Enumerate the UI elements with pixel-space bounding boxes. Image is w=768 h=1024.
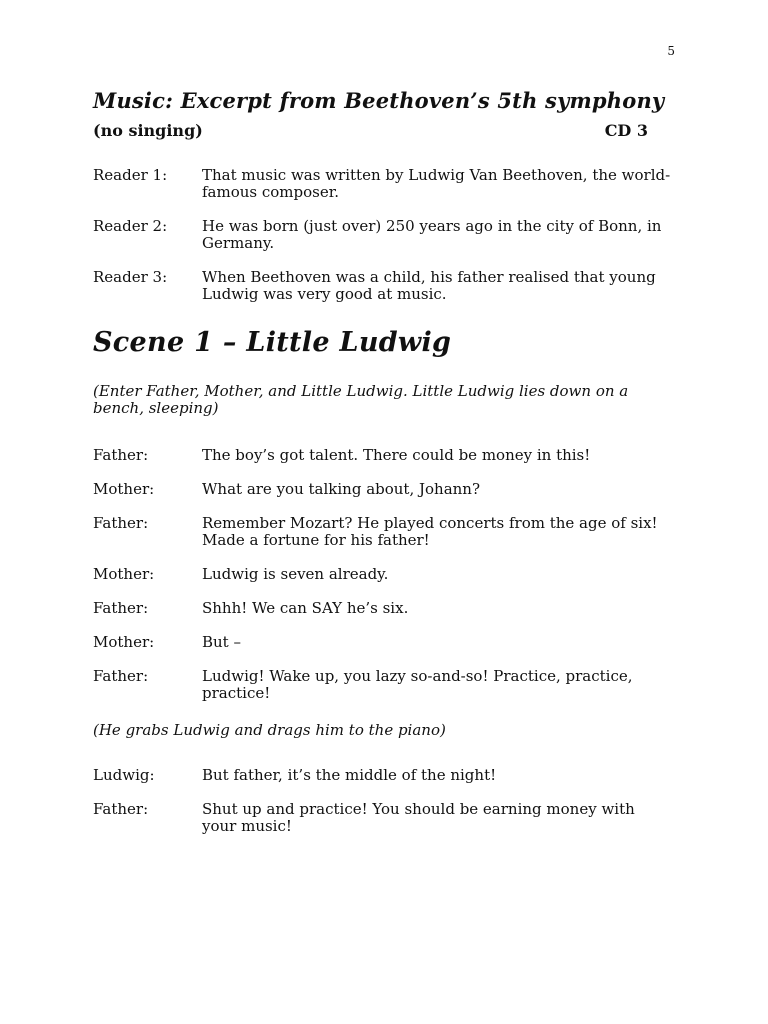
speech-text: Shhh! We can SAY he’s six. bbox=[202, 599, 409, 617]
dialogue-line bbox=[93, 634, 673, 651]
scene-title: Scene 1 – Little Ludwig bbox=[93, 327, 452, 358]
speech-text: Remember Mozart? He played concerts from the age of six! Made a fortune for his father! bbox=[202, 514, 658, 549]
music-cue-title: Music: Excerpt from Beethoven’s 5th symphony bbox=[93, 88, 665, 113]
speech-text: He was born (just over) 250 years ago in the city of Bonn, in Germany. bbox=[202, 217, 662, 252]
speaker-name: Reader 3: bbox=[93, 268, 168, 286]
speaker-name: Mother: bbox=[93, 565, 155, 583]
dialogue-line bbox=[93, 801, 673, 835]
speaker-name: Father: bbox=[93, 446, 149, 464]
music-cue-track: CD 3 bbox=[604, 121, 648, 140]
music-cue-note: (no singing) bbox=[93, 121, 203, 140]
dialogue-line bbox=[93, 515, 673, 549]
speaker-name: Reader 1: bbox=[93, 166, 168, 184]
speaker-name: Father: bbox=[93, 514, 149, 532]
speaker-name: Father: bbox=[93, 667, 149, 685]
dialogue-line bbox=[93, 767, 673, 784]
speaker-name: Ludwig: bbox=[93, 766, 155, 784]
speaker-name: Father: bbox=[93, 800, 149, 818]
dialogue-block bbox=[93, 447, 673, 702]
dialogue-block bbox=[93, 767, 673, 835]
dialogue-line bbox=[93, 600, 673, 617]
dialogue-line bbox=[93, 481, 673, 498]
speaker-name: Reader 2: bbox=[93, 217, 168, 235]
speech-text: Ludwig! Wake up, you lazy so-and-so! Practice, practice, practice! bbox=[202, 667, 633, 702]
dialogue-line bbox=[93, 566, 673, 583]
speaker-name: Mother: bbox=[93, 480, 155, 498]
dialogue-line bbox=[93, 218, 673, 252]
speech-text: The boy’s got talent. There could be money in this! bbox=[202, 446, 591, 464]
speaker-name: Father: bbox=[93, 599, 149, 617]
speech-text: What are you talking about, Johann? bbox=[202, 480, 481, 498]
speech-text: But – bbox=[202, 633, 241, 651]
dialogue-line bbox=[93, 269, 673, 303]
speech-text: That music was written by Ludwig Van Beethoven, the world-famous composer. bbox=[202, 166, 671, 201]
speech-text: When Beethoven was a child, his father realised that young Ludwig was very good at music. bbox=[202, 268, 656, 303]
reader-lines bbox=[93, 167, 673, 303]
speech-text: Shut up and practice! You should be earning money with your music! bbox=[202, 800, 635, 835]
stage-direction: (He grabs Ludwig and drags him to the piano) bbox=[93, 721, 446, 739]
dialogue-line bbox=[93, 668, 673, 702]
dialogue-line bbox=[93, 447, 673, 464]
dialogue-line bbox=[93, 167, 673, 201]
stage-direction: (Enter Father, Mother, and Little Ludwig. Little Ludwig lies down on a bench, sleeping) bbox=[93, 382, 629, 417]
music-cue-details bbox=[93, 121, 673, 140]
speaker-name: Mother: bbox=[93, 633, 155, 651]
script-page bbox=[93, 88, 673, 852]
page-number: 5 bbox=[667, 44, 675, 58]
speech-text: But father, it’s the middle of the night! bbox=[202, 766, 497, 784]
speech-text: Ludwig is seven already. bbox=[202, 565, 389, 583]
